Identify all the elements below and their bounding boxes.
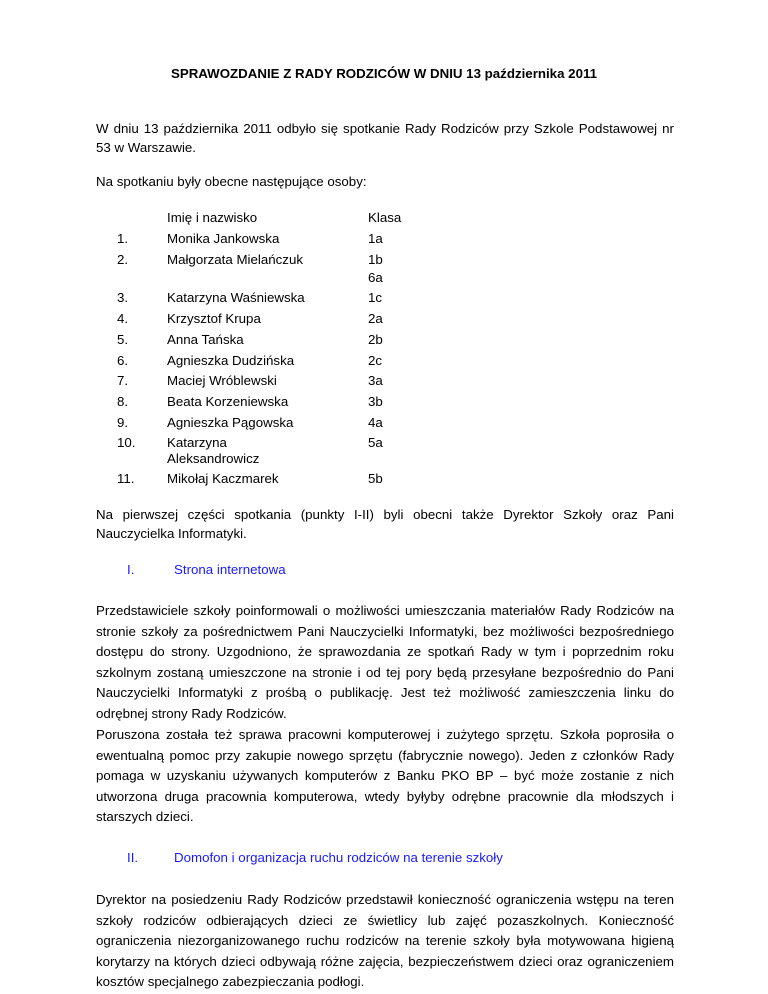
header-class: Klasa [368, 210, 402, 225]
row-name: Agnieszka Pągowska [167, 415, 294, 430]
table-header [0, 209, 768, 227]
row-number: 4. [117, 311, 129, 326]
guests-paragraph: Na pierwszej części spotkania (punkty I-II) byli obecni także Dyrektor Szkoły oraz Pani Nauczycielka Informatyki. [96, 507, 674, 541]
row-class: 3a [368, 373, 383, 388]
table-row [0, 230, 768, 248]
row-number: 5. [117, 332, 129, 347]
row-class-secondary: 6a [368, 270, 383, 285]
row-class: 4a [368, 415, 383, 430]
table-row [0, 470, 768, 488]
section-paragraph: Dyrektor na posiedzeniu Rady Rodziców przedstawił konieczność ograniczenia wstępu na teren szkoły rodziców odbierających dzieci ze świetlicy lub zajęć pozaszkolnych. Konieczność ograniczenia niezorganizowanego ruchu rodziców na terenie szkoły była motywowana higieną korytarzy na których dzieci odbywają różne zajęcia, bezpieczeństwem dzieci oraz ograniczeniem kosztów specjalnego zabezpieczania podłogi. [96, 892, 674, 990]
row-name: Agnieszka Dudzińska [167, 353, 295, 368]
table-row [0, 434, 768, 468]
section-heading: Strona internetowa [174, 562, 286, 577]
row-name: Katarzyna Waśniewska [167, 290, 305, 305]
table-row [0, 393, 768, 411]
row-number: 8. [117, 394, 129, 409]
row-class: 1b [368, 252, 383, 267]
row-number: 11. [117, 471, 135, 486]
intro-paragraph: W dniu 13 października 2011 odbyło się spotkanie Rady Rodziców przy Szkole Podstawowej nr 53 w Warszawie. [96, 121, 674, 155]
document-title: SPRAWOZDANIE Z RADY RODZICÓW W DNIU 13 października 2011 [170, 66, 598, 81]
row-class: 1c [368, 290, 383, 305]
row-number: 1. [117, 231, 129, 246]
row-number: 6. [117, 353, 129, 368]
row-name: Krzysztof Krupa [167, 311, 261, 326]
row-name: Małgorzata Mielańczuk [167, 252, 303, 267]
row-class: 1a [368, 231, 383, 246]
row-name: Mikołaj Kaczmarek [167, 471, 279, 486]
row-name: Beata Korzeniewska [167, 394, 289, 409]
row-class: 5a [368, 435, 383, 450]
section-number: II. [127, 850, 139, 865]
section-paragraph: Przedstawiciele szkoły poinformowali o możliwości umieszczania materiałów Rady Rodziców na stronie szkoły za pośrednictwem Pani Nauczycielki Informatyki, bez możliwości bezpośredniego dostępu do strony. Uzgodniono, że sprawozdania ze spotkań Rady w tym i poprzednim roku szkolnym zostaną umieszczone na stronie i od tej pory będą przesyłane bezpośrednio do Pani Nauczycielki Informatyki z prośbą o publikację. Jest też możliwość zamieszczenia linku do odrębnej strony Rady Rodziców. [96, 603, 674, 721]
row-number: 3. [117, 290, 129, 305]
attendees-intro: Na spotkaniu były obecne następujące osoby: [96, 174, 367, 189]
row-number: 2. [117, 252, 129, 267]
row-class: 2c [368, 353, 383, 368]
table-row [0, 352, 768, 370]
header-name: Imię i nazwisko [167, 210, 258, 225]
table-row [0, 251, 768, 287]
row-class: 2a [368, 311, 383, 326]
table-row [0, 372, 768, 390]
section-number: I. [127, 562, 135, 577]
table-row [0, 331, 768, 349]
row-name: Anna Tańska [167, 332, 244, 347]
row-class: 5b [368, 471, 383, 486]
section-heading: Domofon i organizacja ruchu rodziców na terenie szkoły [174, 850, 503, 865]
row-number: 9. [117, 415, 129, 430]
table-row [0, 310, 768, 328]
section-paragraph: Poruszona została też sprawa pracowni komputerowej i zużytego sprzętu. Szkoła poprosiła o ewentualną pomoc przy zakupie nowego sprzętu (fabrycznie nowego). Jeden z członków Rady pomaga w uzyskaniu używanych komputerów z Banku PKO BP – być może zostanie z nich utworzona druga pracownia komputerowa, wtedy byłyby odrębne pracownie dla młodszych i starszych dzieci. [96, 727, 674, 825]
row-number: 7. [117, 373, 129, 388]
table-row [0, 289, 768, 307]
row-class: 3b [368, 394, 383, 409]
row-name: Katarzyna Aleksandrowicz [167, 435, 260, 466]
row-name: Monika Jankowska [167, 231, 280, 246]
table-row [0, 414, 768, 432]
row-number: 10. [117, 435, 136, 450]
row-name: Maciej Wróblewski [167, 373, 277, 388]
row-class: 2b [368, 332, 383, 347]
